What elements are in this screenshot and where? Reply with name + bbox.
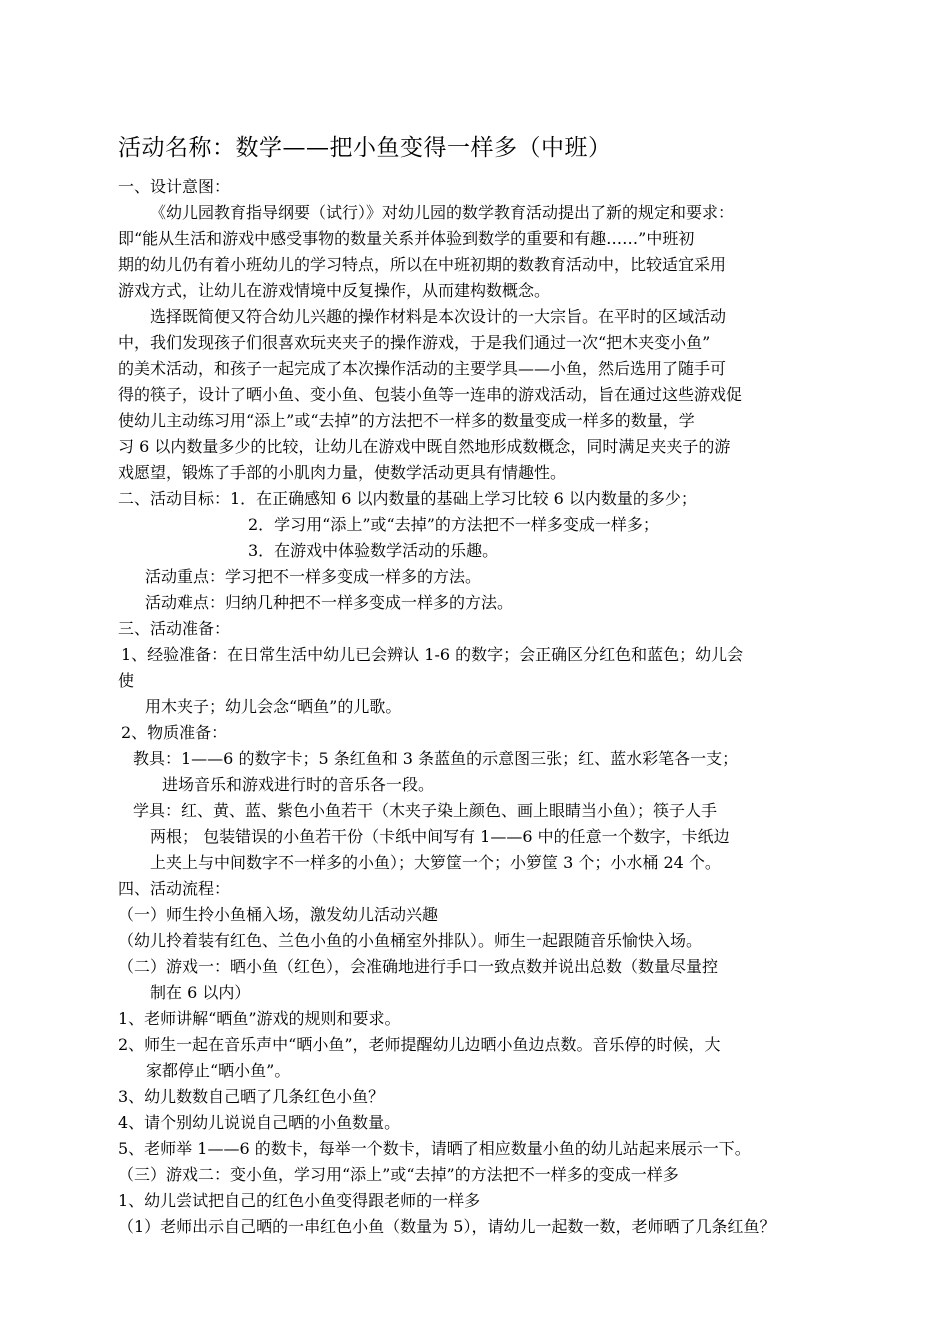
paragraph-line: 游戏方式，让幼儿在游戏情境中反复操作，从而建构数概念。 (118, 281, 551, 300)
step-item: 3、幼儿数数自己晒了几条红色小鱼？ (118, 1087, 385, 1106)
paragraph-line: 用木夹子；幼儿会念“晒鱼”的儿歌。 (145, 697, 402, 716)
paragraph-line: 选择既简便又符合幼儿兴趣的操作材料是本次设计的一大宗旨。在平时的区域活动 (150, 307, 727, 326)
step-item: 2、师生一起在音乐声中“晒小鱼”，老师提醒幼儿边晒小鱼边点数。音乐停的时候，大 (118, 1035, 721, 1054)
paragraph-line: 进场音乐和游戏进行时的音乐各一段。 (162, 775, 435, 794)
paragraph-line: 制在 6 以内） (150, 983, 251, 1002)
paragraph-line: （幼儿拎着装有红色、兰色小鱼的小鱼桶室外排队）。师生一起跟随音乐愉快入场。 (118, 931, 703, 950)
paragraph-line: 《幼儿园教育指导纲要（试行）》对幼儿园的数学教育活动提出了新的规定和要求： (150, 203, 735, 222)
paragraph-line: 即“能从生活和游戏中感受事物的数量关系并体验到数学的重要和有趣……”中班初 (118, 229, 695, 248)
paragraph-line: 习 6 以内数量多少的比较，让幼儿在游戏中既自然地形成数概念，同时满足夹夹子的游 (118, 437, 731, 456)
subsection-heading: （一）师生拎小鱼桶入场，激发幼儿活动兴趣 (118, 905, 439, 924)
goal-item: 2．学习用“添上”或“去掉”的方法把不一样多变成一样多； (248, 515, 659, 534)
section-heading: 四、活动流程： (118, 879, 231, 898)
paragraph-line: 得的筷子，设计了晒小鱼、变小鱼、包装小鱼等一连串的游戏活动，旨在通过这些游戏促 (118, 385, 743, 404)
paragraph-line: 期的幼儿仍有着小班幼儿的学习特点，所以在中班初期的数教育活动中，比较适宜采用 (118, 255, 727, 274)
activity-title: 活动名称：数学——把小鱼变得一样多（中班） (118, 135, 612, 161)
paragraph-line: 教具：1——6 的数字卡；5 条红鱼和 3 条蓝鱼的示意图三张；红、蓝水彩笔各一支； (133, 749, 739, 768)
step-item: （1）老师出示自己晒的一串红色小鱼（数量为 5），请幼儿一起数一数，老师晒了几条红鱼？ (118, 1217, 776, 1236)
section-heading: 三、活动准备： (118, 619, 231, 638)
section-heading: 二、活动目标：1．在正确感知 6 以内数量的基础上学习比较 6 以内数量的多少； (118, 489, 697, 508)
section-heading: 一、设计意图： (118, 177, 231, 196)
goal-item: 3．在游戏中体验数学活动的乐趣。 (248, 541, 499, 560)
difficult-point: 活动难点：归纳几种把不一样多变成一样多的方法。 (145, 593, 514, 612)
paragraph-line: 的美术活动，和孩子一起完成了本次操作活动的主要学具——小鱼，然后选用了随手可 (118, 359, 727, 378)
paragraph-line: 学具：红、黄、蓝、紫色小鱼若干（木夹子染上颜色、画上眼睛当小鱼）；筷子人手 (133, 801, 718, 820)
paragraph-line: 戏愿望，锻炼了手部的小肌肉力量，使数学活动更具有情趣性。 (118, 463, 567, 482)
paragraph-line: 2、物质准备： (121, 723, 228, 742)
step-item: 5、老师举 1——6 的数卡，每举一个数卡，请晒了相应数量小鱼的幼儿站起来展示一下。 (118, 1139, 751, 1158)
subsection-heading: （二）游戏一：晒小鱼（红色），会准确地进行手口一致点数并说出总数（数量尽量控 (118, 957, 719, 976)
step-item: 家都停止“晒小鱼”。 (146, 1061, 291, 1080)
paragraph-line: 两根； 包装错误的小鱼若干份（卡纸中间写有 1——6 中的任意一个数字，卡纸边 (150, 827, 730, 846)
paragraph-line: 使 (118, 671, 135, 690)
paragraph-line: 上夹上与中间数字不一样多的小鱼）；大箩筐一个；小箩筐 3 个；小水桶 24 个。 (150, 853, 721, 872)
step-item: 1、幼儿尝试把自己的红色小鱼变得跟老师的一样多 (118, 1191, 481, 1210)
paragraph-line: 使幼儿主动练习用“添上”或“去掉”的方法把不一样多的数量变成一样多的数量，学 (118, 411, 695, 430)
paragraph-line: 1、经验准备：在日常生活中幼儿已会辨认 1-6 的数字；会正确区分红色和蓝色；幼儿会 (121, 645, 744, 664)
step-item: 1、老师讲解“晒鱼”游戏的规则和要求。 (118, 1009, 401, 1028)
paragraph-line: 中，我们发现孩子们很喜欢玩夹夹子的操作游戏，于是我们通过一次“把木夹变小鱼” (118, 333, 711, 352)
step-item: 4、请个别幼儿说说自己晒的小鱼数量。 (118, 1113, 401, 1132)
subsection-heading: （三）游戏二：变小鱼，学习用“添上”或“去掉”的方法把不一样多的变成一样多 (118, 1165, 679, 1184)
key-point: 活动重点：学习把不一样多变成一样多的方法。 (145, 567, 482, 586)
